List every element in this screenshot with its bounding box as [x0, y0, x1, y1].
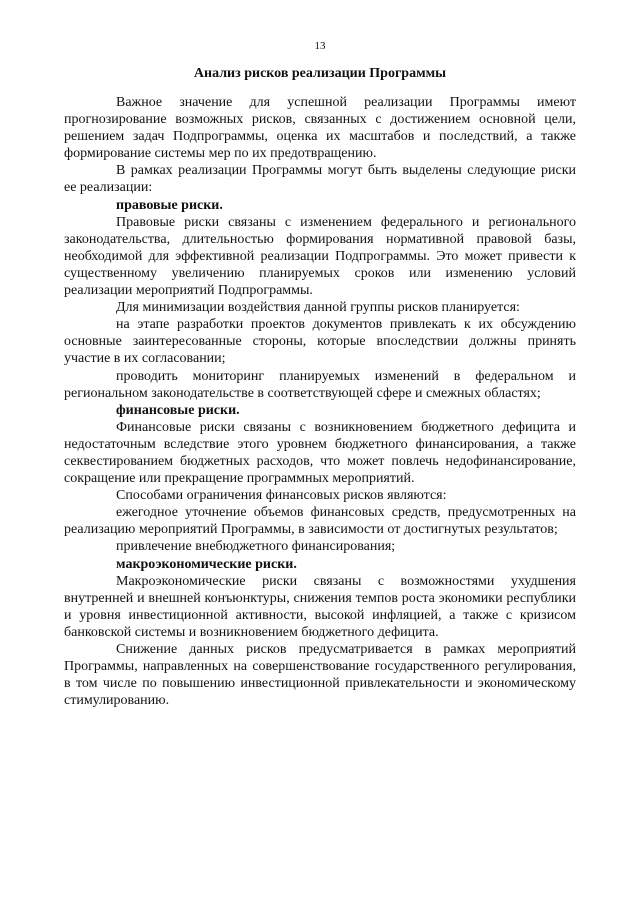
paragraph: проводить мониторинг планируемых изменений в федеральном и региональном законодательстве в соответствующей сфере и смежных областях; [64, 368, 576, 401]
risk-heading-financial: финансовые риски. [116, 402, 240, 418]
paragraph: В рамках реализации Программы могут быть выделены следующие риски ее реализации: [64, 163, 576, 196]
paragraph: ежегодное уточнение объемов финансовых средств, предусмотренных на реализацию мероприятий Программы, в зависимости от достигнутых результатов; [64, 505, 576, 538]
risk-heading-macroeconomic: макроэкономические риски. [116, 556, 297, 572]
risk-heading-legal: правовые риски. [116, 197, 223, 213]
page-number: 13 [314, 40, 326, 52]
body-text [64, 94, 576, 709]
paragraph: Способами ограничения финансовых рисков являются: [116, 488, 447, 504]
paragraph: Снижение данных рисков предусматривается в рамках мероприятий Программы, направленных на совершенствование государственного регулирования, в том числе по повышению инвестиционной привлекательности и экономическому стимулированию. [64, 642, 576, 709]
paragraph: привлечение внебюджетного финансирования; [116, 539, 396, 555]
section-title: Анализ рисков реализации Программы [193, 66, 447, 81]
paragraph: Финансовые риски связаны с возникновением бюджетного дефицита и недостаточным вследствие этого уровнем бюджетного финансирования, а также секвестированием бюджетных расходов, что может повлечь недофинансирование, сокращение или прекращение программных мероприятий. [64, 419, 576, 487]
paragraph: Важное значение для успешной реализации Программы имеют прогнозирование возможных рисков, связанных с достижением основной цели, решением задач Подпрограммы, оценка их масштабов и последствий, а также формирование системы мер по их предотвращению. [64, 95, 576, 162]
paragraph: Правовые риски связаны с изменением федерального и регионального законодательства, длительностью формирования нормативной правовой базы, необходимой для эффективной реализации Подпрограммы. Это может привести к существенному увеличению планируемых сроков или изменению условий реализации мероприятий Подпрограммы. [64, 214, 576, 299]
paragraph: на этапе разработки проектов документов привлекать к их обсуждению основные заинтересованные стороны, которые впоследствии должны принять участие в их согласовании; [64, 317, 576, 367]
paragraph: Макроэкономические риски связаны с возможностями ухудшения внутренней и внешней конъюнктуры, снижения темпов роста экономики республики и уровня инвестиционной активности, высокой инфляцией, а также с кризисом банковской системы и возникновением бюджетного дефицита. [64, 573, 576, 640]
paragraph: Для минимизации воздействия данной группы рисков планируется: [116, 300, 520, 316]
